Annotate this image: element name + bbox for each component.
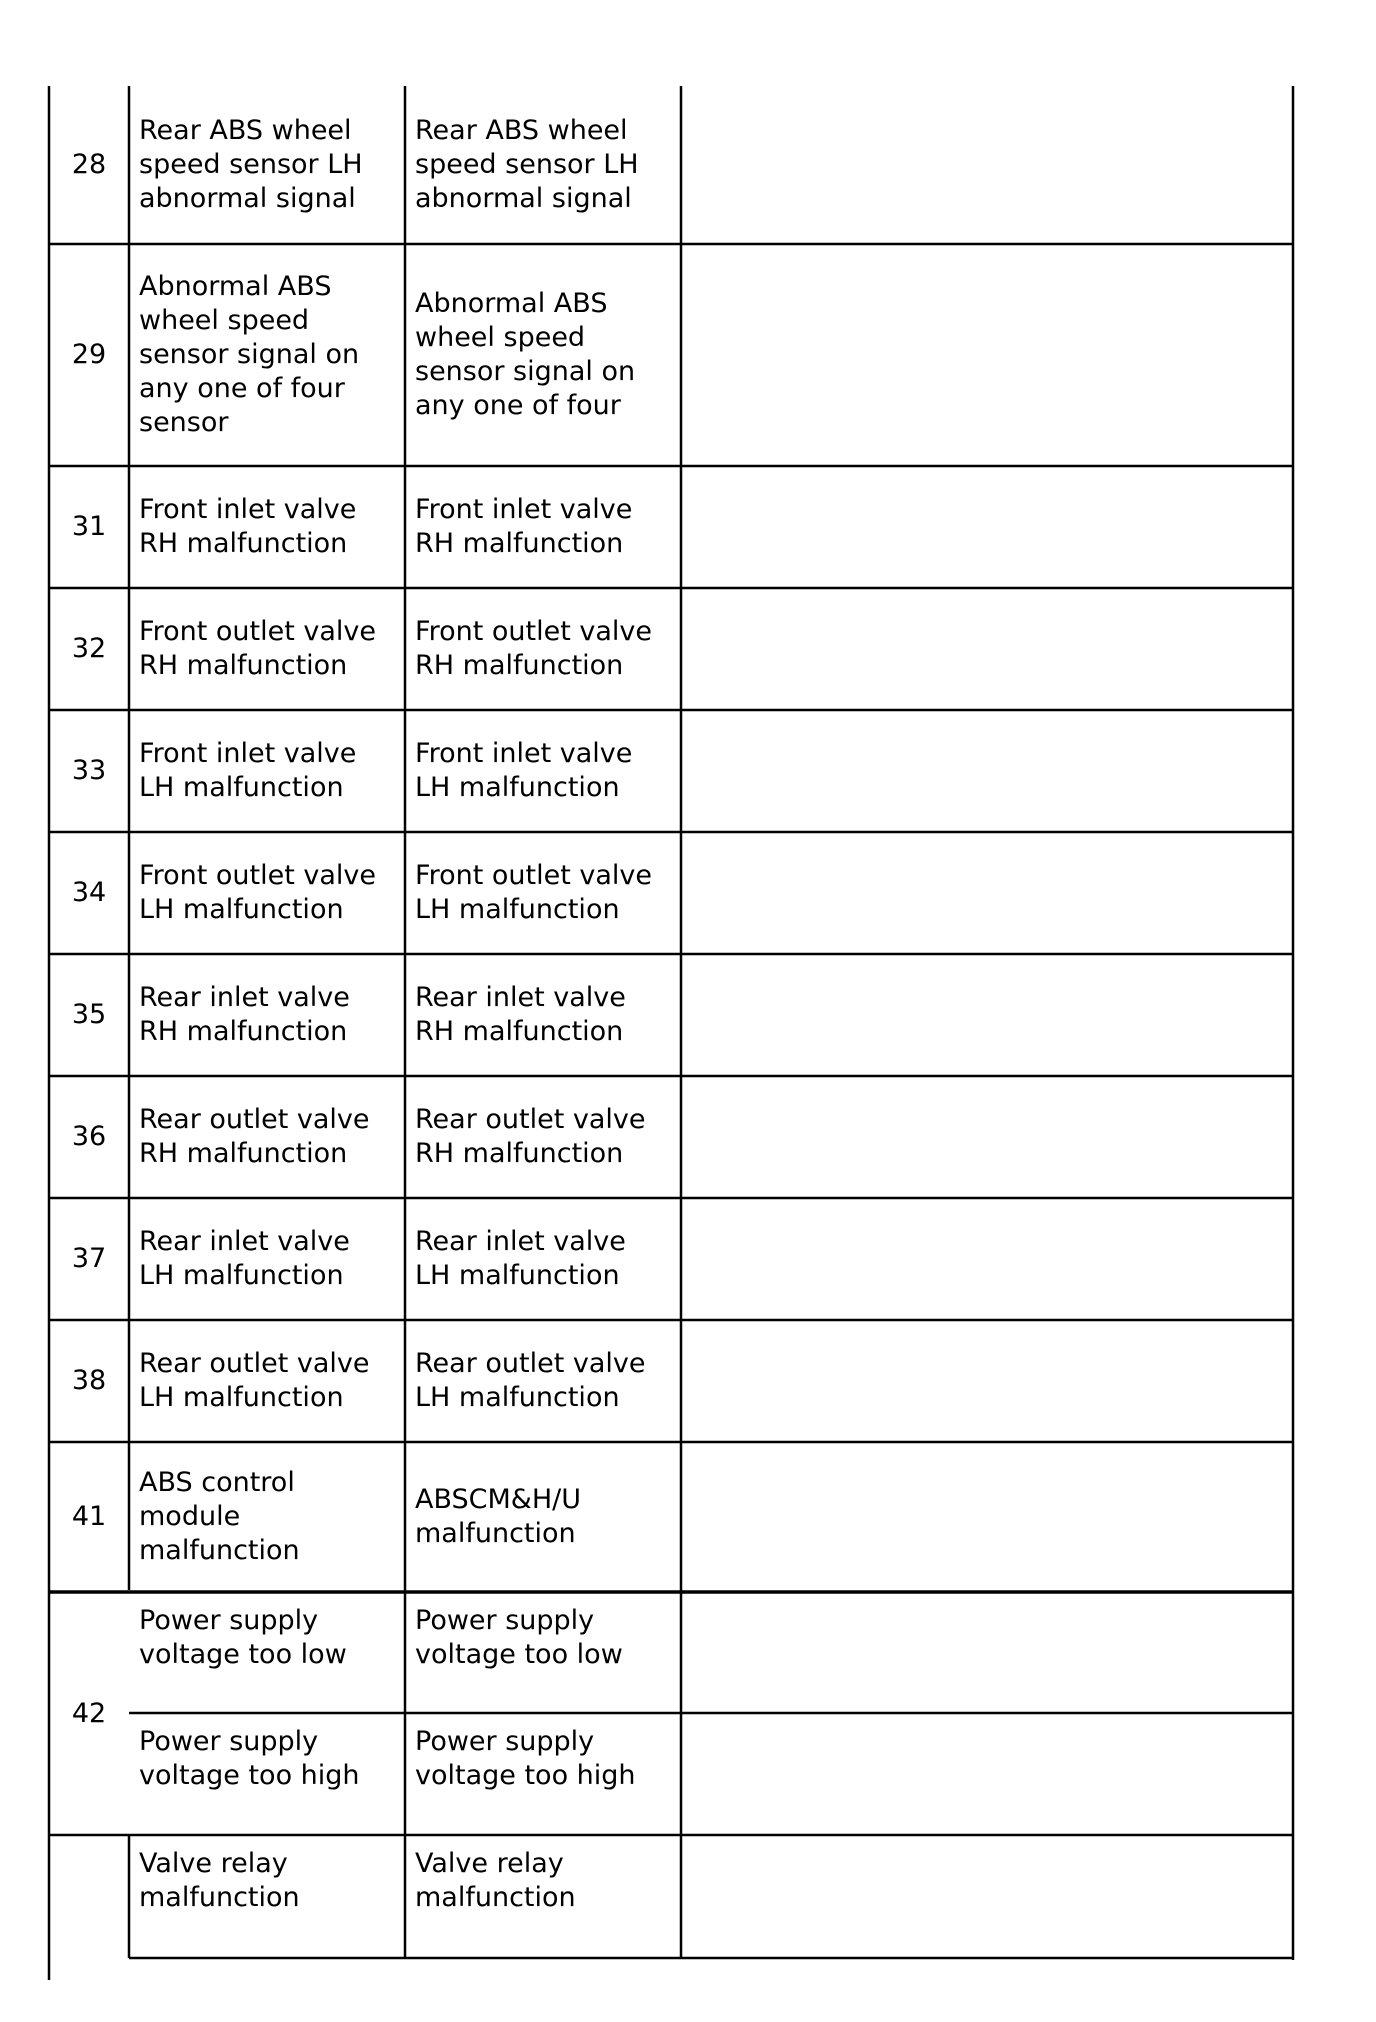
table-row-display: Rear outlet valve RH malfunction xyxy=(415,1104,646,1169)
table-row-remark xyxy=(681,1713,1293,1835)
table-row-description: Rear outlet valve RH malfunction xyxy=(139,1104,370,1169)
table-row-code: 34 xyxy=(71,877,107,908)
table-row-description: Power supply voltage too high xyxy=(139,1726,360,1791)
table-row-display: Power supply voltage too high xyxy=(415,1726,636,1791)
table-row-display: Front outlet valve LH malfunction xyxy=(415,860,652,925)
table-row-display: Rear ABS wheel speed sensor LH abnormal signal xyxy=(415,115,639,214)
table-row-code: 28 xyxy=(71,149,107,180)
table-row-display: Valve relay malfunction xyxy=(415,1848,576,1913)
table-row-remark xyxy=(681,588,1293,710)
table-row-description: Rear outlet valve LH malfunction xyxy=(139,1348,370,1413)
table-row-display: Front outlet valve RH malfunction xyxy=(415,616,652,681)
table-row-code: 32 xyxy=(71,633,107,664)
table-row-description: Abnormal ABS wheel speed sensor signal on any one of four sensor xyxy=(139,271,360,438)
table-row-display: ABSCM&H/U malfunction xyxy=(415,1484,582,1549)
table-row-code: 36 xyxy=(71,1121,107,1152)
table-row-remark xyxy=(681,1076,1293,1198)
table-row-description: Rear inlet valve RH malfunction xyxy=(139,982,350,1047)
table-row-code: 31 xyxy=(71,511,107,542)
table-row-display: Rear outlet valve LH malfunction xyxy=(415,1348,646,1413)
table-row-display: Power supply voltage too low xyxy=(415,1605,623,1670)
table-row-code: 38 xyxy=(71,1365,107,1396)
table-row-description: Front outlet valve RH malfunction xyxy=(139,616,376,681)
table-row-remark xyxy=(681,1442,1293,1592)
table-row-description: Rear ABS wheel speed sensor LH abnormal signal xyxy=(139,115,363,214)
table-row-display: Front inlet valve RH malfunction xyxy=(415,494,633,559)
table-row-code: 41 xyxy=(71,1501,107,1532)
table-row-description: Front inlet valve RH malfunction xyxy=(139,494,357,559)
table-row-code xyxy=(49,1835,129,1958)
table-row-remark xyxy=(681,954,1293,1076)
table-row-code: 29 xyxy=(71,339,107,370)
table-row-remark xyxy=(681,1592,1293,1713)
table-row-description: Front outlet valve LH malfunction xyxy=(139,860,376,925)
table-row-remark xyxy=(681,244,1293,466)
table-row-remark xyxy=(681,1835,1293,1958)
table-row-description: Rear inlet valve LH malfunction xyxy=(139,1226,350,1291)
table-row-description: Power supply voltage too low xyxy=(139,1605,347,1670)
table-row-display: Rear inlet valve LH malfunction xyxy=(415,1226,626,1291)
table-row-description: ABS control module malfunction xyxy=(139,1467,300,1566)
table-row-display: Rear inlet valve RH malfunction xyxy=(415,982,626,1047)
table-row-code: 35 xyxy=(71,999,107,1030)
table-row-display: Abnormal ABS wheel speed sensor signal on any one of four xyxy=(415,288,636,421)
table-row-description: Front inlet valve LH malfunction xyxy=(139,738,357,803)
table-row-display: Front inlet valve LH malfunction xyxy=(415,738,633,803)
table-row-remark xyxy=(681,466,1293,588)
table-row-code: 37 xyxy=(71,1243,107,1274)
table-row-remark xyxy=(681,1320,1293,1442)
table-row-remark xyxy=(681,710,1293,832)
table-row-remark xyxy=(681,1198,1293,1320)
table-row-code: 33 xyxy=(71,755,107,786)
table-row-description: Valve relay malfunction xyxy=(139,1848,300,1913)
table-row-code: 42 xyxy=(71,1697,107,1729)
table-row-remark xyxy=(681,832,1293,954)
table-row-remark xyxy=(681,86,1293,244)
